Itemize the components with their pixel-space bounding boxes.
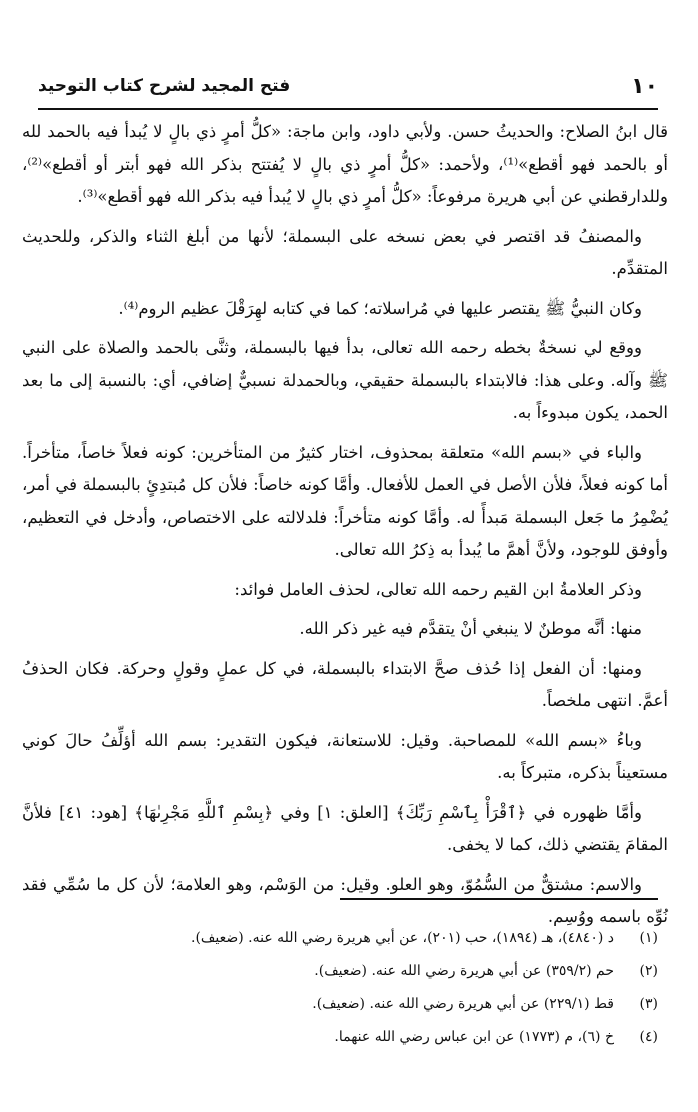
running-title: فتح المجيد لشرح كتاب التوحيد (38, 76, 291, 96)
footnote-item (40, 955, 658, 988)
footnote-text: د (٤٨٤٠)، هـ (١٨٩٤)، حب (٢٠١)، عن أبي هريرة رضي الله عنه. (ضعيف). (191, 930, 614, 946)
footnote-number: (٣) (639, 996, 658, 1012)
footnote-number: (١) (639, 930, 658, 946)
paragraph-ibn-qayyim: وذكر العلامةُ ابن القيم رحمه الله تعالى، لحذف العامل فوائد: (234, 579, 642, 599)
footnote-item (40, 1021, 658, 1054)
paragraph-quran-examples: وأمَّا ظهوره في ﴿ٱقْرَأْ بِٱسْمِ رَبِّكَ﴾ [العلق: ١] وفي ﴿بِسْمِ ٱللَّهِ مَجْرِىٰهَا﴾ [هود: ٤١] فلأنَّ المقامَ يقتضي ذلك، كما لا يخفى. (22, 802, 668, 854)
paragraph-benefit-two: ومنها: أن الفعل إذا حُذف صحَّ الابتداء بالبسملة، في كل عملٍ وقولٍ وحركة. فكان الحذفُ أعمَّ. انتهى ملخصاً. (22, 658, 668, 710)
paragraph-benefit-one: منها: أنَّه موطنٌ لا ينبغي أنْ يتقدَّم فيه غير ذكر الله. (299, 619, 642, 638)
paragraph-ism-derivation: والاسم: مشتقٌّ من السُّمُوّ، وهو العلو. وقيل: من الوَسْم، وهو العلامة؛ لأن كل ما سُمِّي فقد نُوِّه باسمه ووُسِم. (22, 874, 668, 926)
footnote-number: (٢) (639, 963, 658, 979)
paragraph-hadith-sources: قال ابنُ الصلاح: والحديثُ حسن. ولأبي داود، وابن ماجة: «كلُّ أمرٍ ذي بالٍ لا يُبدأ فيه بالحمد لله أو بالحمد فهو أقطع»⁽¹⁾، ولأحمد: «كلُّ أمرٍ ذي بالٍ لا يُفتتح بذكر الله فهو أبتر أو أقطع»⁽²⁾، وللدارقطني عن أبي هريرة مرفوعاً: «كلُّ أمرٍ ذي بالٍ لا يُبدأ فيه بذكر الله فهو أقطع»⁽³⁾. (22, 122, 668, 206)
footnote-item (40, 988, 658, 1021)
paragraph-musahaba: وباءُ «بسم الله» للمصاحبة. وقيل: للاستعانة، فيكون التقدير: بسم الله أؤلِّفُ حالَ كوني مستعيناً بذكره، متبركاً به. (22, 730, 668, 782)
footnote-text: حم (٣٥٩/٢) عن أبي هريرة رضي الله عنه. (ضعيف). (314, 963, 614, 979)
footnote-divider (340, 898, 658, 900)
page-header (38, 72, 658, 108)
paragraph-manuscript: ووقع لي نسخةٌ بخطه رحمه الله تعالى، بدأ فيها بالبسملة، وثنَّى بالحمد والصلاة على النبي ﷺ وآله. وعلى هذا: فالابتداء بالبسملة حقيقي، وبالحمدلة نسبيٌّ إضافي، أي: بالنسبة إلى ما بعد الحمد، يكون مبدوءاً به. (22, 338, 668, 422)
footnote-number: (٤) (639, 1029, 658, 1045)
footnotes (40, 922, 658, 1054)
main-text (22, 116, 668, 941)
footnote-text: خ (٦)، م (١٧٧٣) عن ابن عباس رضي الله عنهما. (334, 1029, 614, 1045)
footnote-text: قط (٢٢٩/١) عن أبي هريرة رضي الله عنه. (ضعيف). (312, 996, 614, 1012)
footnote-item (40, 922, 658, 955)
page-number: ١٠ (631, 74, 658, 99)
paragraph-author-basmala: والمصنفُ قد اقتصر في بعض نسخه على البسملة؛ لأنها من أبلغ الثناء والذكر، وللحديث المتقدِّم. (22, 226, 668, 278)
paragraph-prophet-letters: وكان النبيُّ ﷺ يقتصر عليها في مُراسلاته؛ كما في كتابه لهِرَقْلَ عظيم الروم⁽⁴⁾. (118, 298, 642, 318)
header-divider (38, 108, 658, 110)
paragraph-ba-meaning: والباء في «بسم الله» متعلقة بمحذوف، اختار كثيرٌ من المتأخرين: كونه فعلاً خاصاً، متأخراً. أما كونه فعلاً، فلأن الأصل في العمل للأفعال. وأمَّا كونه خاصاً: فلأن كل مُبتدِئٍ بالبسملة في أمر، يُضْمِرُ ما جَعل البسملة مَبدأً له. وأمَّا كونه متأخراً: فلدلالته على الاختصاص، وأدخل في التعظيم، وأوفق للوجود، ولأنَّ أهمَّ ما يُبدأ به ذِكرُ الله تعالى. (22, 442, 668, 559)
